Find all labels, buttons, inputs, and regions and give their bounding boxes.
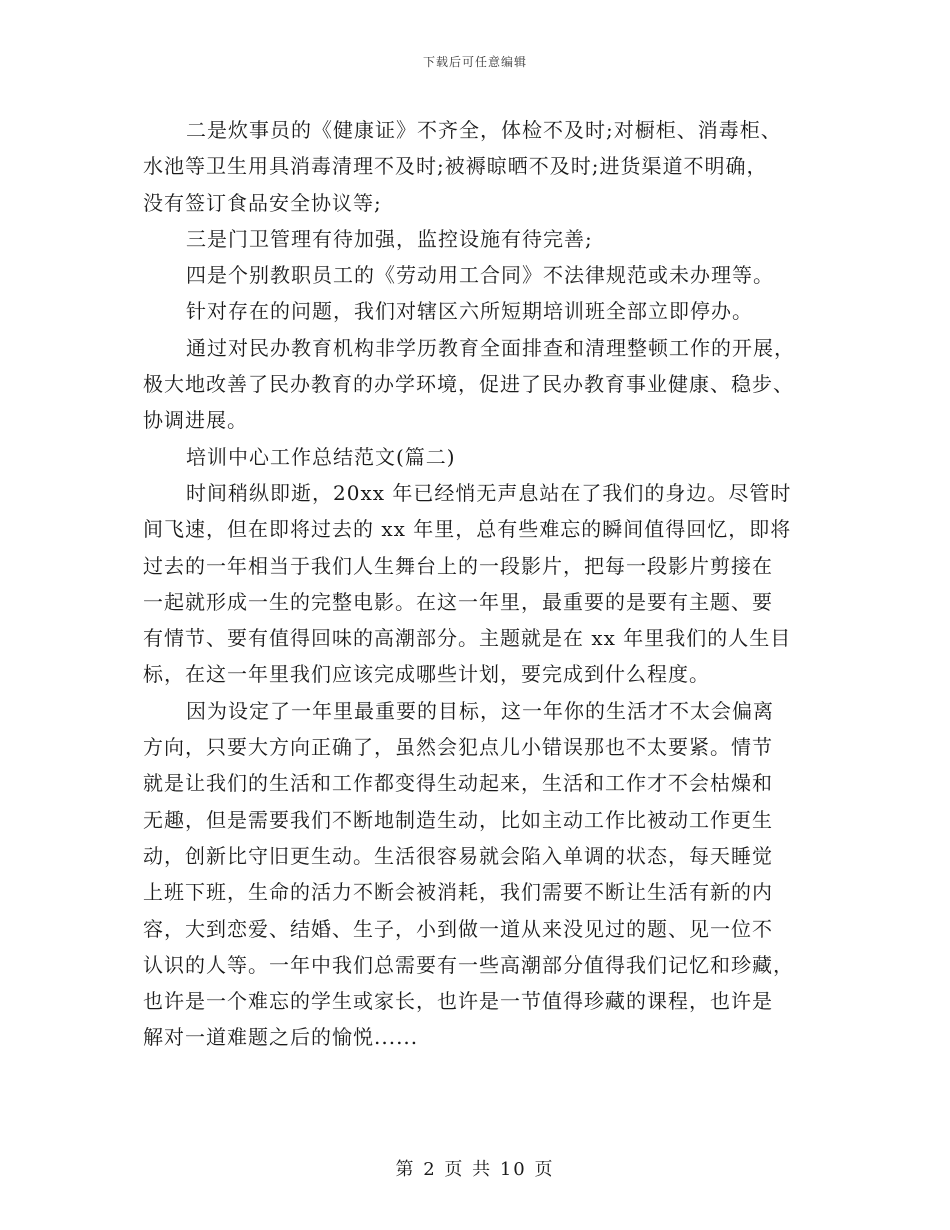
page-number-footer: 第 2 页 共 10 页	[395, 1159, 555, 1180]
text-line: 一起就形成一生的完整电影。在这一年里，最重要的是要有主题、要	[143, 589, 773, 614]
text-line: 时间稍纵即逝，20xx 年已经悄无声息站在了我们的身边。尽管时	[186, 480, 792, 505]
paragraph	[143, 257, 815, 293]
paragraph	[143, 221, 815, 257]
text-line: 过去的一年相当于我们人生舞台上的一段影片，把每一段影片剪接在	[143, 553, 773, 578]
section-heading	[143, 439, 815, 475]
text-line: 三是门卫管理有待加强，监控设施有待完善;	[186, 226, 593, 251]
text-line: 因为设定了一年里最重要的目标，这一年你的生活才不太会偏离	[186, 698, 774, 723]
text-line: 解对一道难题之后的愉悦......	[143, 1025, 419, 1050]
text-line: 间飞速，但在即将过去的 xx 年里，总有些难忘的瞬间值得回忆，即将	[143, 517, 792, 542]
text-line: 水池等卫生用具消毒清理不及时;被褥晾晒不及时;进货渠道不明确，	[143, 154, 768, 179]
text-line: 就是让我们的生活和工作都变得生动起来，生活和工作才不会枯燥和	[143, 771, 773, 796]
text-line: 二是炊事员的《健康证》不齐全，体检不及时;对橱柜、消毒柜、	[186, 118, 782, 142]
text-line: 认识的人等。一年中我们总需要有一些高潮部分值得我们记忆和珍藏，	[143, 952, 794, 977]
section-heading-text: 培训中心工作总结范文(篇二)	[186, 444, 456, 469]
paragraph	[143, 293, 815, 329]
document-body	[143, 112, 815, 1056]
text-line: 无趣，但是需要我们不断地制造生动，比如主动工作比被动工作更生	[143, 807, 773, 832]
text-line: 动，创新比守旧更生动。生活很容易就会陷入单调的状态，每天睡觉	[143, 843, 773, 868]
paragraph	[143, 330, 815, 439]
text-line: 通过对民办教育机构非学历教育全面排查和清理整顿工作的开展，	[186, 335, 795, 360]
text-line: 协调进展。	[143, 408, 248, 433]
text-line: 针对存在的问题，我们对辖区六所短期培训班全部立即停办。	[186, 299, 753, 324]
text-line: 四是个别教职员工的《劳动用工合同》不法律规范或未办理等。	[186, 263, 774, 288]
paragraph	[143, 475, 815, 693]
paragraph	[143, 112, 815, 221]
text-line: 上班下班，生命的活力不断会被消耗，我们需要不断让生活有新的内	[143, 880, 773, 905]
text-line: 也许是一个难忘的学生或家长，也许是一节值得珍藏的课程，也许是	[143, 989, 773, 1014]
text-line: 方向，只要大方向正确了，虽然会犯点儿小错误那也不太要紧。情节	[143, 735, 773, 760]
text-line: 标，在这一年里我们应该完成哪些计划，要完成到什么程度。	[143, 662, 710, 687]
header-note: 下载后可任意编辑	[422, 55, 527, 69]
text-line: 有情节、要有值得回味的高潮部分。主题就是在 xx 年里我们的人生目	[143, 626, 792, 651]
paragraph	[143, 693, 815, 1056]
text-line: 容，大到恋爱、结婚、生子，小到做一道从来没见过的题、见一位不	[143, 916, 773, 941]
text-line: 没有签订食品安全协议等;	[143, 190, 382, 215]
text-line: 极大地改善了民办教育的办学环境，促进了民办教育事业健康、稳步、	[143, 372, 794, 397]
